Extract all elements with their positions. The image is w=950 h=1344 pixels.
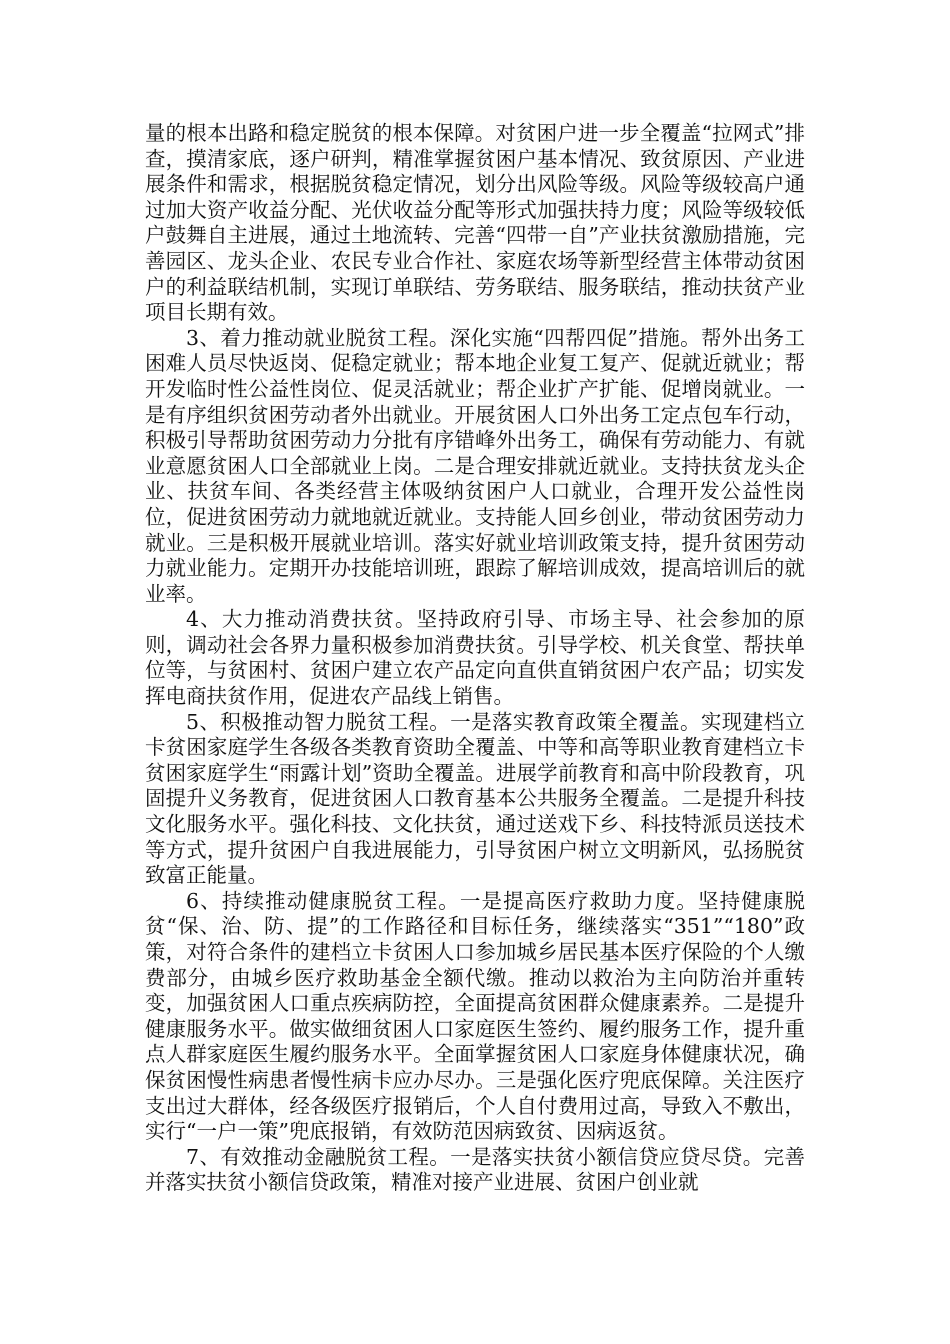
paragraph-intellectual-poverty-alleviation: 5、积极推动智力脱贫工程。一是落实教育政策全覆盖。实现建档立卡贫困家庭学生各级各类教育资助全覆盖、中等和高等职业教育建档立卡贫困家庭学生“雨露计划”资助全覆盖。进展学前教育和高中阶段教育，巩固提升义务教育，促进贫困人口教育基本公共服务全覆盖。二是提升科技文化服务水平。强化科技、文化扶贫，通过送戏下乡、科技特派员送技术等方式，提升贫困户自我进展能力，引导贫困户树立文明新风，弘扬脱贫致富正能量。 xyxy=(145,709,805,888)
paragraph-continuation: 量的根本出路和稳定脱贫的根本保障。对贫困户进一步全覆盖“拉网式”排查，摸清家底，逐户研判，精准掌握贫困户基本情况、致贫原因、产业进展条件和需求，根据脱贫稳定情况，划分出风险等级。风险等级较高户通过加大资产收益分配、光伏收益分配等形式加强扶持力度；风险等级较低户鼓舞自主进展，通过土地流转、完善“四带一自”产业扶贫激励措施，完善园区、龙头企业、农民专业合作社、家庭农场等新型经营主体带动贫困户的利益联结机制，实现订单联结、劳务联结、服务联结，推动扶贫产业项目长期有效。 xyxy=(145,121,805,325)
paragraph-financial-poverty-alleviation: 7、有效推动金融脱贫工程。一是落实扶贫小额信贷应贷尽贷。完善并落实扶贫小额信贷政策，精准对接产业进展、贫困户创业就 xyxy=(145,1144,805,1195)
document-page xyxy=(145,121,805,1196)
paragraph-consumption-poverty-alleviation: 4、大力推动消费扶贫。坚持政府引导、市场主导、社会参加的原则，调动社会各界力量积极参加消费扶贫。引导学校、机关食堂、帮扶单位等，与贫困村、贫困户建立农产品定向直供直销贫困户农产品；切实发挥电商扶贫作用，促进农产品线上销售。 xyxy=(145,607,805,709)
paragraph-health-poverty-alleviation: 6、持续推动健康脱贫工程。一是提高医疗救助力度。坚持健康脱贫“保、治、防、提”的工作路径和目标任务，继续落实“351”“180”政策，对符合条件的建档立卡贫困人口参加城乡居民基本医疗保险的个人缴费部分，由城乡医疗救助基金全额代缴。推动以救治为主向防治并重转变，加强贫困人口重点疾病防控，全面提高贫困群众健康素养。二是提升健康服务水平。做实做细贫困人口家庭医生签约、履约服务工作，提升重点人群家庭医生履约服务水平。全面掌握贫困人口家庭身体健康状况，确保贫困慢性病患者慢性病卡应办尽办。三是强化医疗兜底保障。关注医疗支出过大群体，经各级医疗报销后，个人自付费用过高，导致入不敷出，实行“一户一策”兜底报销，有效防范因病致贫、因病返贫。 xyxy=(145,888,805,1144)
paragraph-employment-poverty-alleviation: 3、着力推动就业脱贫工程。深化实施“四帮四促”措施。帮外出务工困难人员尽快返岗、促稳定就业；帮本地企业复工复产、促就近就业；帮开发临时性公益性岗位、促灵活就业；帮企业扩产扩能、促增岗就业。一是有序组织贫困劳动者外出就业。开展贫困人口外出务工定点包车行动，积极引导帮助贫困劳动力分批有序错峰外出务工，确保有劳动能力、有就业意愿贫困人口全部就业上岗。二是合理安排就近就业。支持扶贫龙头企业、扶贫车间、各类经营主体吸纳贫困户人口就业，合理开发公益性岗位，促进贫困劳动力就地就近就业。支持能人回乡创业，带动贫困劳动力就业。三是积极开展就业培训。落实好就业培训政策支持，提升贫困劳动力就业能力。定期开办技能培训班，跟踪了解培训成效，提高培训后的就业率。 xyxy=(145,325,805,606)
